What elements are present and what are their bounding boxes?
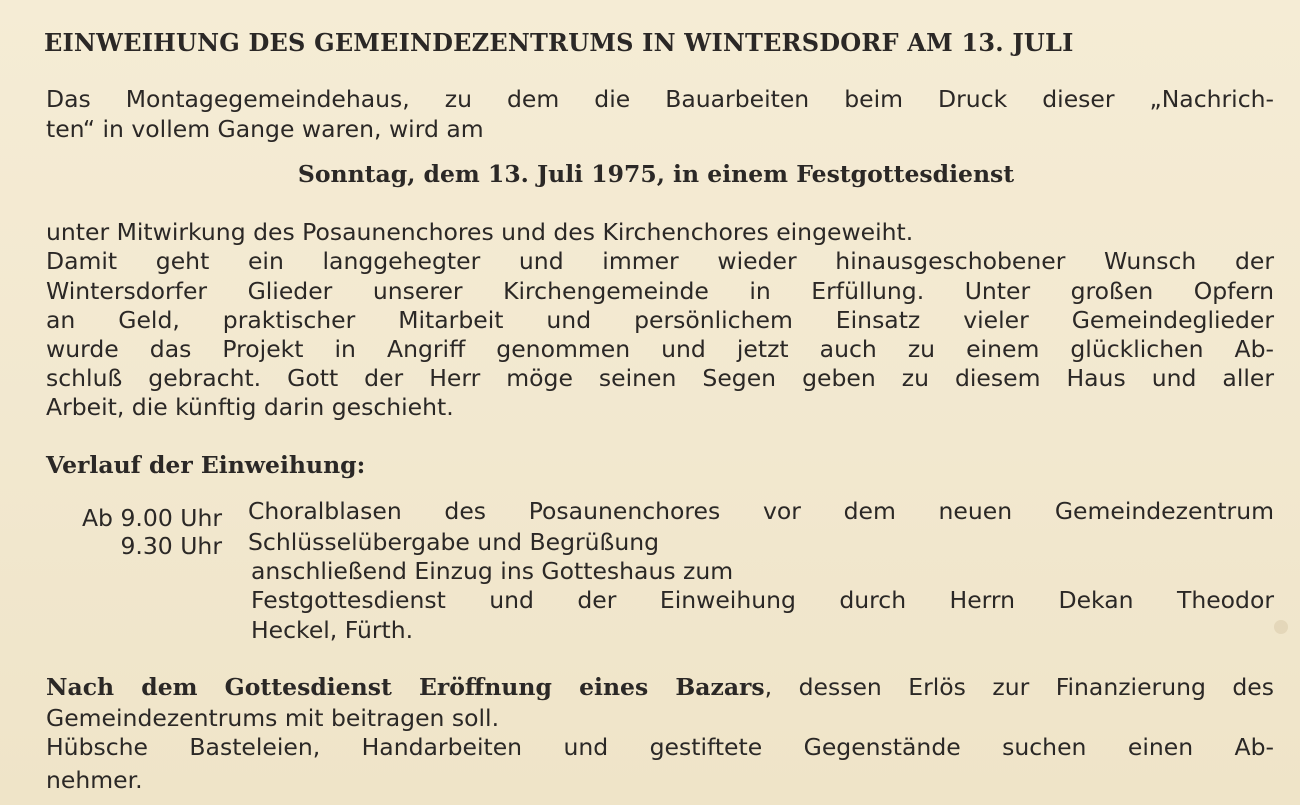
schedule-event-1: Choralblasen des Posaunenchores vor dem neuen Gemeindezentrum [248,497,1274,525]
schedule-event-2-line-4: Heckel, Fürth. [251,616,414,644]
schedule-time-2: 9.30 Uhr [120,532,222,560]
bazaar-line-4: nehmer. [46,766,143,794]
schedule-event-2-line-1: Schlüsselübergabe und Begrüßung [248,528,660,556]
paragraph-line-5: wurde das Projekt in Angriff genommen und jetzt auch zu einem glücklichen Ab- [46,335,1274,363]
paragraph-line-1: unter Mitwirkung des Posaunenchores und des Kirchenchores eingeweiht. [46,218,914,246]
bazaar-bold-text: Nach dem Gottesdienst Eröffnung eines Bazars [46,673,765,701]
highlight-date-line [0,160,1300,188]
bazaar-line-1 [46,672,1274,702]
paragraph-line-7: Arbeit, die künftig darin geschieht. [46,393,454,421]
schedule-time-1: Ab 9.00 Uhr [81,504,222,532]
bazaar-line-3: Hübsche Basteleien, Handarbeiten und gestiftete Gegenstände suchen einen Ab- [46,733,1274,761]
paragraph-line-3: Wintersdorfer Glieder unserer Kirchengemeinde in Erfüllung. Unter großen Opfern [46,277,1274,305]
highlight-text: Sonntag, dem 13. Juli 1975, in einem Festgottesdienst [297,160,1015,188]
bazaar-rest-text: , dessen Erlös zur Finanzierung des [764,673,1274,701]
schedule-event-2-line-3: Festgottesdienst und der Einweihung durch Herrn Dekan Theodor [251,586,1274,614]
intro-line-2: ten“ in vollem Gange waren, wird am [46,115,484,143]
paragraph-line-6: schluß gebracht. Gott der Herr möge seinen Segen geben zu diesem Haus und aller [46,364,1274,392]
schedule-heading: Verlauf der Einweihung: [46,451,366,479]
bazaar-line-2: Gemeindezentrums mit beitragen soll. [46,704,500,732]
intro-line-1: Das Montagegemeindehaus, zu dem die Bauarbeiten beim Druck dieser „Nachrich- [46,85,1274,113]
paragraph-line-2: Damit geht ein langgehegter und immer wieder hinausgeschobener Wunsch der [46,247,1274,275]
schedule-event-2-line-2: anschließend Einzug ins Gotteshaus zum [251,557,734,585]
paragraph-line-4: an Geld, praktischer Mitarbeit und persönlichem Einsatz vieler Gemeindeglieder [46,306,1274,334]
paper-stain [1274,620,1288,634]
page-title: EINWEIHUNG DES GEMEINDEZENTRUMS IN WINTERSDORF AM 13. JULI [44,28,1074,57]
